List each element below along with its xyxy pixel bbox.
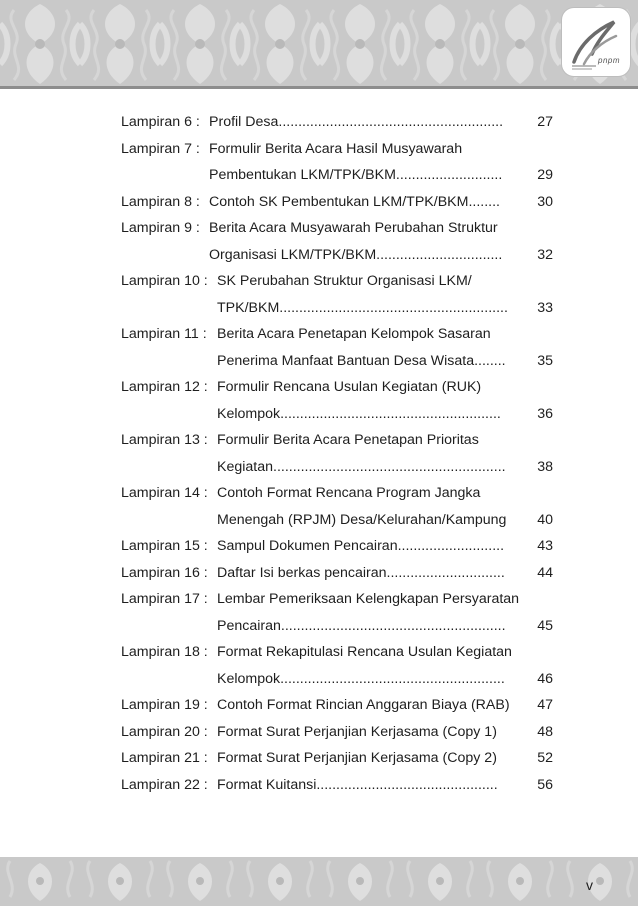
toc-title: Kelompok........................................................ [217, 405, 501, 422]
toc-prefix: Lampiran 22 : [121, 776, 208, 793]
toc-title: Pembentukan LKM/TPK/BKM........................... [209, 167, 503, 183]
toc-title: Lembar Pemeriksaan Kelengkapan Persyaratan [217, 591, 520, 607]
toc-page-number: 47 [537, 697, 553, 713]
toc-title: Sampul Dokumen Pencairan........................... [217, 538, 505, 554]
toc-entry [121, 480, 553, 507]
toc-title: Formulir Berita Acara Hasil Musyawarah [209, 140, 463, 157]
toc-entry [121, 719, 553, 746]
footer-band [0, 857, 638, 906]
toc-entry-continuation [121, 507, 553, 534]
toc-entry [121, 268, 553, 295]
toc-prefix: Lampiran 9 : [121, 220, 200, 236]
toc-entry [121, 560, 553, 587]
damask-ornament [0, 0, 638, 88]
toc-page-number: 52 [537, 750, 553, 766]
toc-prefix: Lampiran 13 : [121, 432, 208, 448]
toc-title: Berita Acara Penetapan Kelompok Sasaran [217, 326, 491, 342]
toc-page-number: 45 [537, 617, 553, 634]
footer-ornament [0, 857, 638, 906]
toc-title: Pencairan......................................................... [217, 617, 506, 634]
logo-text: pnpm [598, 56, 621, 65]
toc-entry [121, 136, 553, 163]
toc-entry [121, 639, 553, 666]
toc-entry-continuation [121, 348, 553, 375]
toc-entry [121, 189, 553, 216]
toc-title: Format Surat Perjanjian Kerjasama (Copy 1) [217, 723, 497, 740]
toc-title: Contoh Format Rencana Program Jangka [217, 485, 481, 501]
toc-prefix: Lampiran 11 : [121, 326, 207, 342]
toc-entry [121, 586, 553, 613]
toc-entry [121, 321, 553, 348]
toc-page-number: 46 [537, 670, 553, 687]
toc-prefix: Lampiran 19 : [121, 697, 208, 713]
toc-entry-continuation [121, 666, 553, 693]
toc-entry-continuation [121, 401, 553, 428]
toc-prefix: Lampiran 14 : [121, 485, 208, 501]
toc-prefix: Lampiran 20 : [121, 723, 208, 740]
toc-page-number: 29 [537, 167, 553, 183]
toc-entry-continuation [121, 295, 553, 322]
toc-prefix: Lampiran 8 : [121, 193, 200, 210]
toc-entry [121, 692, 553, 719]
toc-prefix: Lampiran 12 : [121, 379, 208, 395]
toc-title: Format Surat Perjanjian Kerjasama (Copy 2) [217, 750, 497, 766]
page-number: v [586, 877, 593, 893]
toc-title: Menengah (RPJM) Desa/Kelurahan/Kampung [217, 511, 507, 528]
toc-title: Formulir Berita Acara Penetapan Prioritas [217, 432, 479, 448]
toc-entry-continuation [121, 454, 553, 481]
toc-title: Contoh Format Rincian Anggaran Biaya (RAB) [217, 697, 510, 713]
toc-prefix: Lampiran 21 : [121, 750, 208, 766]
toc-entry [121, 533, 553, 560]
header-rule [0, 86, 638, 89]
toc-title: Format Rekapitulasi Rencana Usulan Kegiatan [217, 644, 512, 660]
toc-entry-continuation [121, 613, 553, 640]
toc-page-number: 27 [537, 114, 553, 130]
toc-page-number: 38 [537, 458, 553, 475]
logo-mark-icon [562, 8, 630, 76]
toc-title: Organisasi LKM/TPK/BKM................................ [209, 246, 503, 263]
toc-prefix: Lampiran 7 : [121, 140, 200, 157]
toc-title: SK Perubahan Struktur Organisasi LKM/ [217, 273, 472, 289]
header-band [0, 0, 638, 88]
toc-title: TPK/BKM.......................................................... [217, 299, 508, 316]
toc-title: Kelompok......................................................... [217, 670, 505, 687]
toc-page-number: 43 [537, 538, 553, 554]
toc-page-number: 36 [537, 405, 553, 422]
toc-title: Penerima Manfaat Bantuan Desa Wisata........ [217, 352, 506, 369]
toc-prefix: Lampiran 18 : [121, 644, 208, 660]
toc-title: Profil Desa......................................................... [209, 114, 504, 130]
toc-title: Daftar Isi berkas pencairan.............................. [217, 564, 505, 581]
toc-prefix: Lampiran 16 : [121, 564, 208, 581]
toc-entry [121, 374, 553, 401]
toc-page-number: 32 [537, 246, 553, 263]
toc-prefix: Lampiran 15 : [121, 538, 208, 554]
toc-page-number: 48 [537, 723, 553, 740]
toc-page-number: 44 [537, 564, 553, 581]
toc-title: Format Kuitansi.............................................. [217, 776, 498, 793]
toc-title: Kegiatan........................................................... [217, 458, 506, 475]
toc-entry-continuation [121, 162, 553, 189]
toc-prefix: Lampiran 10 : [121, 273, 208, 289]
pnpm-logo [562, 8, 630, 76]
toc-title: Formulir Rencana Usulan Kegiatan (RUK) [217, 379, 482, 395]
toc-page-number: 35 [537, 352, 553, 369]
toc-page-number: 56 [537, 776, 553, 793]
toc-title: Contoh SK Pembentukan LKM/TPK/BKM........ [209, 193, 500, 210]
toc-prefix: Lampiran 6 : [121, 114, 200, 130]
toc-entry [121, 772, 553, 799]
toc-entry-continuation [121, 242, 553, 269]
toc-title: Berita Acara Musyawarah Perubahan Struktur [209, 220, 498, 236]
toc-prefix: Lampiran 17 : [121, 591, 208, 607]
toc-page-number: 40 [537, 511, 553, 528]
toc-entry [121, 109, 553, 136]
table-of-contents [121, 109, 553, 798]
toc-page-number: 30 [537, 193, 553, 210]
toc-entry [121, 427, 553, 454]
toc-page-number: 33 [537, 299, 553, 316]
toc-entry [121, 215, 553, 242]
toc-entry [121, 745, 553, 772]
